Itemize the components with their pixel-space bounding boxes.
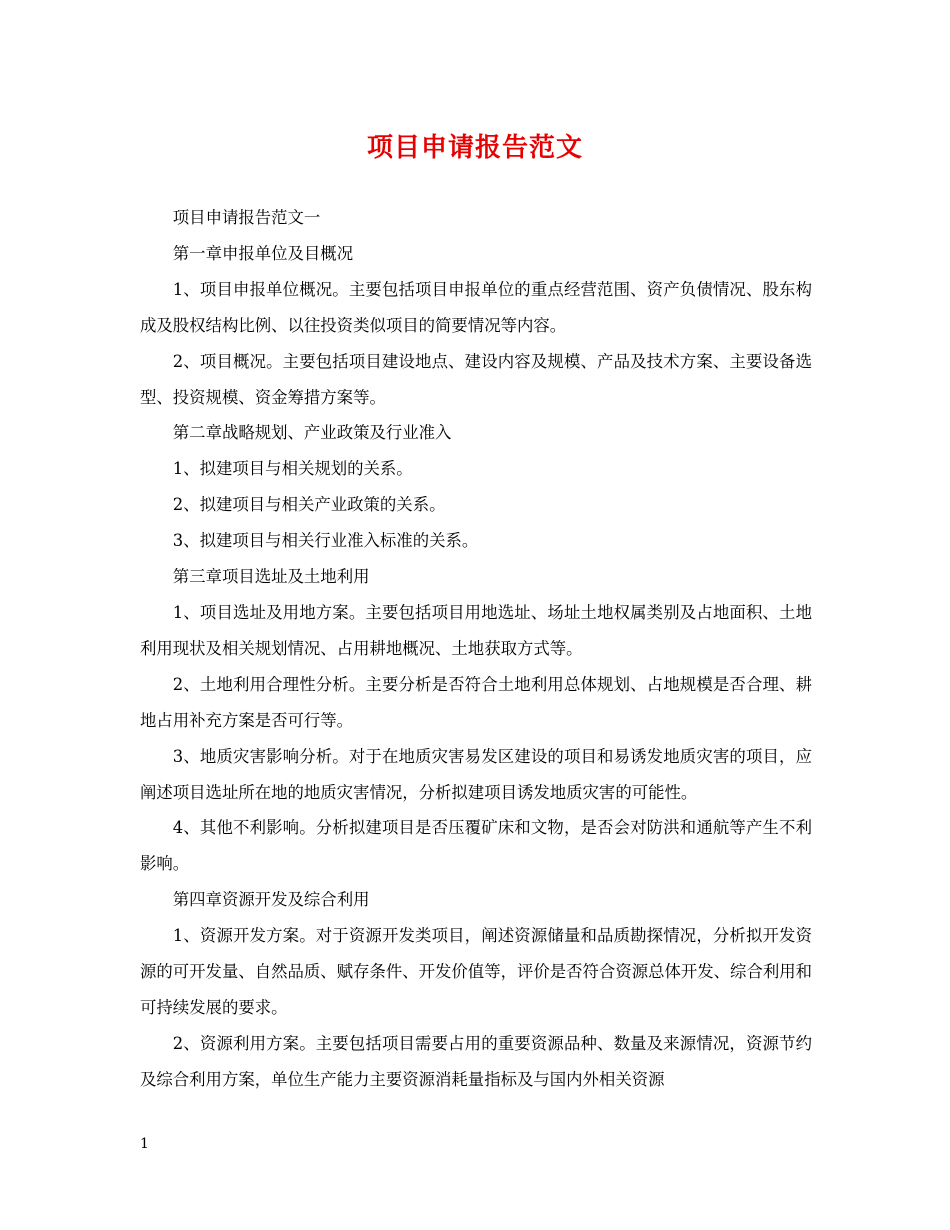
paragraph: 1、项目选址及用地方案。主要包括项目用地选址、场址土地权属类别及占地面积、土地利用现状及相关规划情况、占用耕地概况、土地获取方式等。 (140, 602, 812, 658)
paragraph: 2、拟建项目与相关产业政策的关系。 (172, 495, 446, 515)
paragraph: 第一章申报单位及目概况 (172, 243, 354, 263)
paragraph: 2、资源利用方案。主要包括项目需要占用的重要资源品种、数量及来源情况，资源节约及综合利用方案，单位生产能力主要资源消耗量指标及与国内外相关资源 (140, 1033, 812, 1089)
document-title: 项目申请报告范文 (366, 133, 583, 163)
paragraph: 1、项目申报单位概况。主要包括项目申报单位的重点经营范围、资产负债情况、股东构成及股权结构比例、以往投资类似项目的简要情况等内容。 (140, 279, 812, 335)
paragraph: 3、地质灾害影响分析。对于在地质灾害易发区建设的项目和易诱发地质灾害的项目，应阐述项目选址所在地的地质灾害情况，分析拟建项目诱发地质灾害的可能性。 (140, 746, 812, 802)
paragraph: 4、其他不利影响。分析拟建项目是否压覆矿床和文物，是否会对防洪和通航等产生不利影响。 (140, 818, 812, 874)
paragraph: 1、资源开发方案。对于资源开发类项目，阐述资源储量和品质勘探情况，分析拟开发资源的可开发量、自然品质、赋存条件、开发价值等，评价是否符合资源总体开发、综合利用和可持续发展的要求。 (140, 926, 813, 1017)
paragraph: 1、拟建项目与相关规划的关系。 (172, 459, 413, 479)
document-body (140, 200, 812, 1098)
page-number: 1 (140, 1136, 149, 1152)
paragraph: 第三章项目选址及土地利用 (172, 567, 370, 587)
paragraph: 2、土地利用合理性分析。主要分析是否符合土地利用总体规划、占地规模是否合理、耕地占用补充方案是否可行等。 (140, 674, 812, 730)
paragraph: 项目申请报告范文一 (172, 208, 321, 227)
paragraph: 第二章战略规划、产业政策及行业准入 (172, 423, 452, 443)
paragraph: 2、项目概况。主要包括项目建设地点、建设内容及规模、产品及技术方案、主要设备选型、投资规模、资金筹措方案等。 (140, 351, 812, 407)
paragraph: 第四章资源开发及综合利用 (172, 890, 370, 910)
paragraph: 3、拟建项目与相关行业准入标准的关系。 (172, 531, 479, 551)
